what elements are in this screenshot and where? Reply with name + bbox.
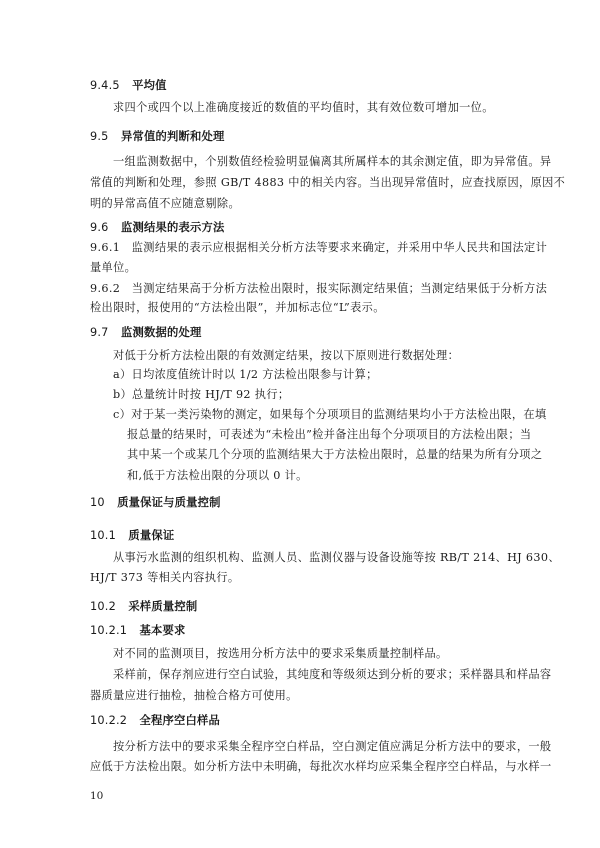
paragraph-9-6-2-line-1: 9.6.2 当测定结果高于分析方法检出限时，报实际测定结果值；当测定结果低于分析方法 [90,282,548,295]
heading-9-6: 9.6 监测结果的表示方法 [90,221,225,234]
heading-10-2-1: 10.2.1 基本要求 [90,624,186,637]
heading-9-4-5: 9.4.5 平均值 [90,79,167,92]
heading-9-5: 9.5 异常值的判断和处理 [90,130,225,143]
heading-10-2: 10.2 采样质量控制 [90,600,198,613]
paragraph-9-5-line-2: 常值的判断和处理，参照 GB/T 4883 中的相关内容。当出现异常值时，应查找原因，原因不 [90,176,566,189]
heading-10-1: 10.1 质量保证 [90,529,175,542]
paragraph-9-4-5: 求四个或四个以上准确度接近的数值的平均值时，其有效位数可增加一位。 [113,101,494,114]
heading-10: 10 质量保证与质量控制 [90,496,221,509]
list-item-a: a）日均浓度值统计时以 1/2 方法检出限参与计算； [113,368,378,381]
paragraph-10-1-line-1: 从事污水监测的组织机构、监测人员、监测仪器与设备设施等按 RB/T 214、HJ 630、 [113,551,560,564]
paragraph-9-6-1-line-2: 量单位。 [90,261,137,274]
paragraph-10-2-1-p2-line-1: 采样前，保存剂应进行空白试验，其纯度和等级须达到分析的要求；采样器具和样品容 [113,668,552,681]
paragraph-10-2-2-line-1: 按分析方法中的要求采集全程序空白样品，空白测定值应满足分析方法中的要求，一般 [113,740,552,753]
list-item-c-line-1: c）对于某一类污染物的测定，如果每个分项项目的监测结果均小于方法检出限，在填 [113,408,547,421]
heading-10-2-2: 10.2.2 全程序空白样品 [90,714,221,727]
paragraph-9-5-line-3: 明的异常高值不应随意剔除。 [90,197,240,210]
paragraph-10-2-1-p1: 对不同的监测项目，按选用分析方法中的要求采集质量控制样品。 [113,647,448,660]
list-item-b: b）总量统计时按 HJ/T 92 执行； [113,388,290,401]
paragraph-10-2-2-line-2: 应低于方法检出限。如分析方法中未明确，每批次水样均应采集全程序空白样品，与水样一 [90,760,552,773]
list-item-c-line-3: 其中某一个或某几个分项的监测结果大于方法检出限时，总量的结果为所有分项之 [127,448,543,461]
paragraph-10-2-1-p2-line-2: 器质量应进行抽检，抽检合格方可使用。 [90,689,298,702]
paragraph-9-7-intro: 对低于分析方法检出限的有效测定结果，按以下原则进行数据处理： [113,349,460,362]
list-item-c-line-4: 和,低于方法检出限的分项以 0 计。 [127,469,308,482]
paragraph-10-1-line-2: HJ/T 373 等相关内容执行。 [90,571,240,584]
list-item-c-line-2: 报总量的结果时，可表述为“未检出”检并备注出每个分项项目的方法检出限；当 [127,428,532,441]
page-number: 10 [90,790,104,802]
paragraph-9-6-1-line-1: 9.6.1 监测结果的表示应根据相关分析方法等要求来确定，并采用中华人民共和国法定计 [90,241,548,254]
paragraph-9-5-line-1: 一组监测数据中，个别数值经检验明显偏离其所属样本的其余测定值，即为异常值。异 [113,155,552,168]
heading-9-7: 9.7 监测数据的处理 [90,326,202,339]
paragraph-9-6-2-line-2: 检出限时，报使用的“方法检出限”，并加标志位“L”表示。 [90,301,385,314]
